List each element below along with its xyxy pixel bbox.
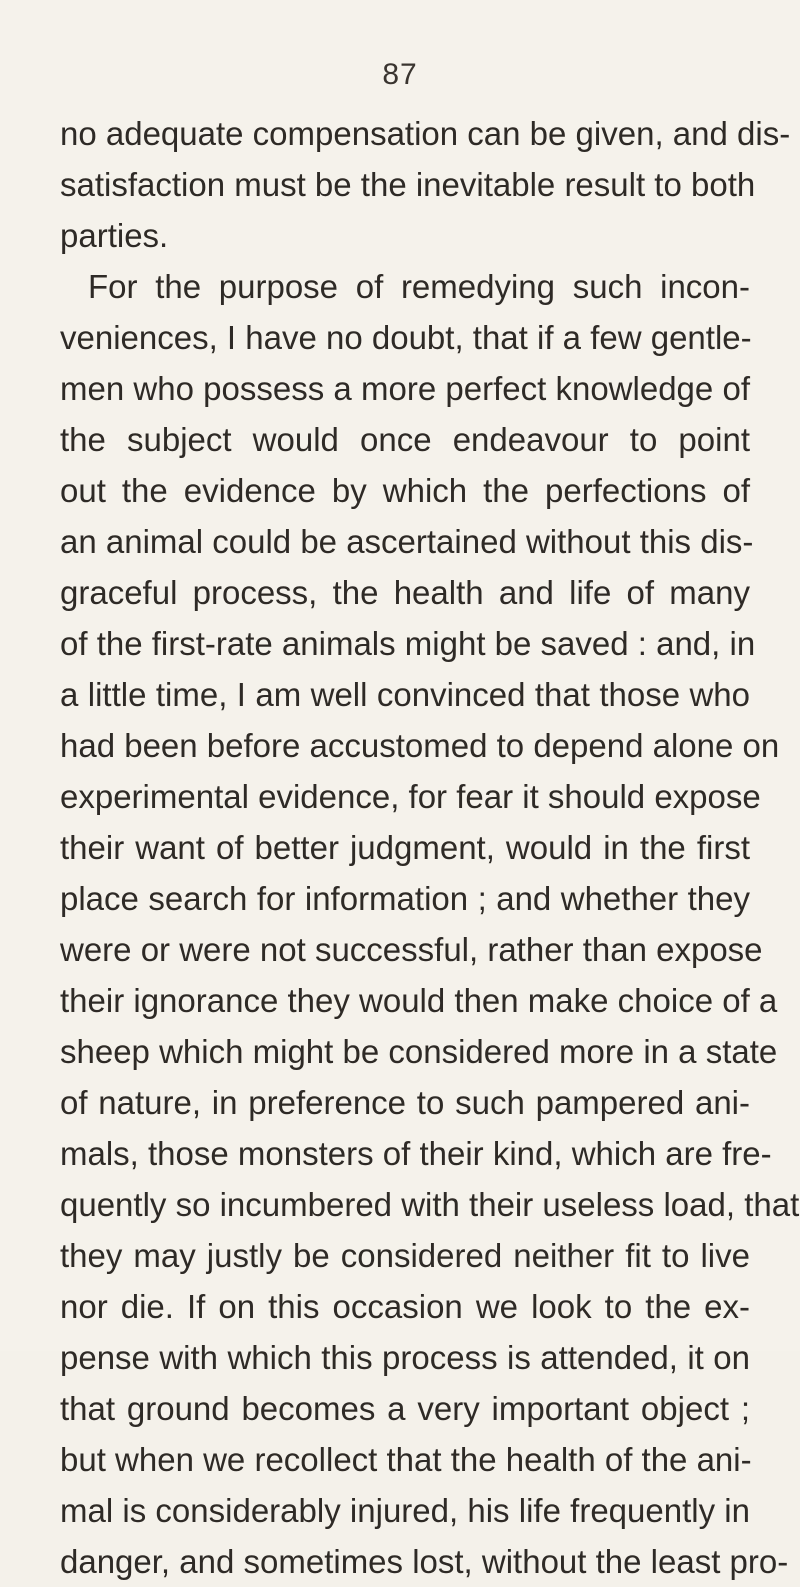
text-line: mal is considerably injured, his life frequently in xyxy=(60,1492,750,1529)
text-line: out the evidence by which the perfections of xyxy=(60,472,750,509)
text-line: quently so incumbered with their useless load, that xyxy=(60,1186,800,1223)
text-line: their want of better judgment, would in the first xyxy=(60,829,750,866)
page-number: 87 xyxy=(382,58,418,91)
text-line: For the purpose of remedying such incon- xyxy=(88,268,750,305)
text-line: had been before accustomed to depend alone on xyxy=(60,727,780,764)
text-line: nor die. If on this occasion we look to the ex- xyxy=(60,1288,750,1325)
text-line: pense with which this process is attended, it on xyxy=(60,1339,750,1376)
text-line: but when we recollect that the health of the ani- xyxy=(60,1441,752,1478)
text-line: veniences, I have no doubt, that if a few gentle- xyxy=(60,319,752,356)
text-line: were or were not successful, rather than expose xyxy=(60,931,763,968)
text-line: of nature, in preference to such pampered ani- xyxy=(60,1084,750,1121)
text-line: satisfaction must be the inevitable result to both xyxy=(60,166,756,203)
text-line: they may justly be considered neither fit to live xyxy=(60,1237,750,1274)
text-line: experimental evidence, for fear it should expose xyxy=(60,778,761,815)
text-line: no adequate compensation can be given, and dis- xyxy=(60,115,791,152)
text-line: mals, those monsters of their kind, which are fre- xyxy=(60,1135,772,1172)
body-text xyxy=(60,108,800,1587)
text-line: an animal could be ascertained without this dis- xyxy=(60,523,754,560)
text-line: that ground becomes a very important object ; xyxy=(60,1390,750,1427)
text-line: of the first-rate animals might be saved : and, in xyxy=(60,625,756,662)
text-line: a little time, I am well convinced that those who xyxy=(60,676,750,713)
text-line: danger, and sometimes lost, without the least pro- xyxy=(60,1543,789,1580)
text-line: place search for information ; and whether they xyxy=(60,880,750,917)
text-line: the subject would once endeavour to point xyxy=(60,421,750,458)
text-line: parties. xyxy=(60,217,169,254)
text-line: their ignorance they would then make choice of a xyxy=(60,982,778,1019)
text-line: men who possess a more perfect knowledge of xyxy=(60,370,750,407)
text-line: graceful process, the health and life of many xyxy=(60,574,750,611)
text-line: sheep which might be considered more in a state xyxy=(60,1033,778,1070)
